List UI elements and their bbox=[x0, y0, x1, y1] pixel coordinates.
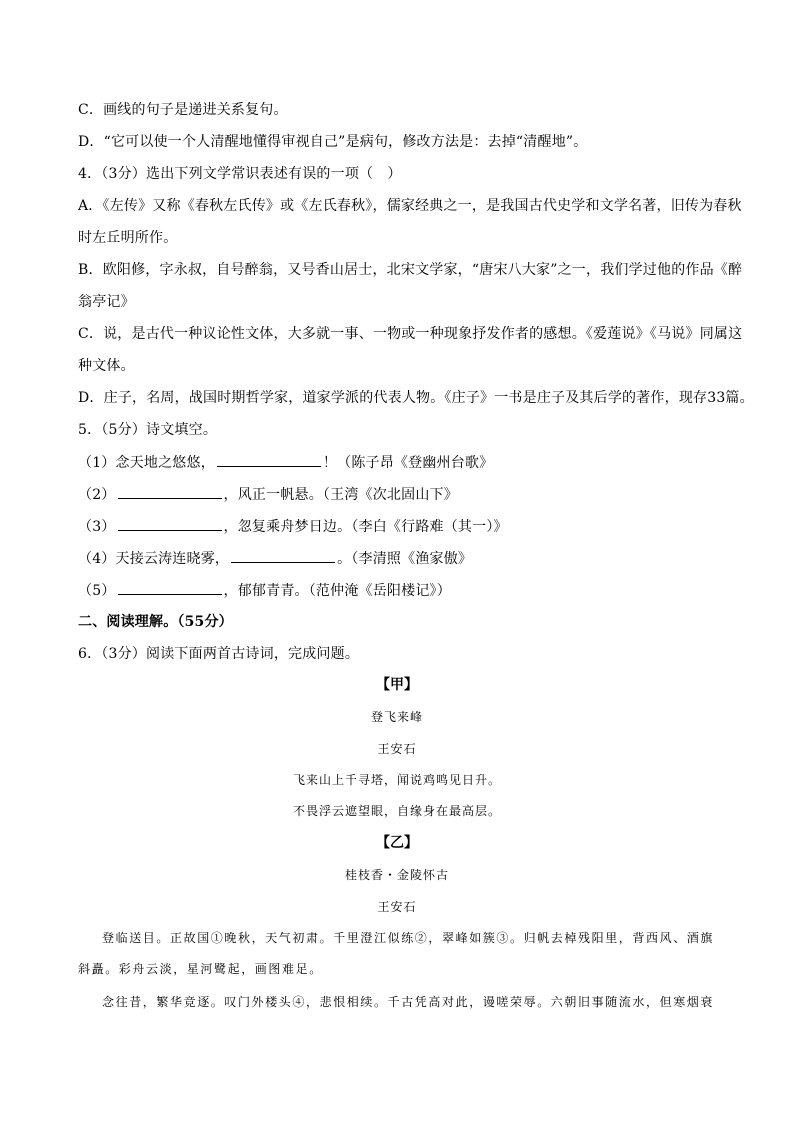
q5-item-5-blank[interactable] bbox=[118, 580, 222, 595]
q4-option-c-line1: C．说，是古代一种议论性文体，大多就一事、一物或一种现象抒发作者的感想。《爱莲说》《马说》同属这 bbox=[78, 326, 743, 342]
q5-item-2 bbox=[78, 484, 458, 505]
q5-item-4-blank[interactable] bbox=[231, 548, 335, 563]
poem-jia-tag: 【甲】 bbox=[376, 677, 418, 693]
q5-item-1 bbox=[78, 452, 493, 473]
poem-yi-para-1-line-1: 登临送目。正故国①晚秋，天气初肃。千里澄江似练②，翠峰如簇③。归帆去棹残阳里，背西风、酒旗 bbox=[102, 931, 715, 945]
q5-item-4-post: 。（李清照《渔家傲》 bbox=[337, 551, 473, 567]
q5-item-3 bbox=[78, 516, 508, 537]
q5-item-3-blank[interactable] bbox=[118, 516, 222, 531]
q5-item-3-pre: （3） bbox=[78, 519, 116, 535]
poem-yi-para-1-line-2: 斜矗。彩舟云淡，星河鹭起，画图难足。 bbox=[78, 962, 323, 976]
q3-option-c: C．画线的句子是递进关系复句。 bbox=[78, 102, 288, 118]
poem-yi-para-2-line-1: 念往昔，繁华竞逐。叹门外楼头④，悲恨相续。千古凭高对此，谩嗟荣辱。六朝旧事随流水，但寒烟衰 bbox=[102, 995, 715, 1009]
poem-jia-line-2: 不畏浮云遮望眼，自缘身在最高层。 bbox=[292, 804, 501, 818]
q5-item-1-blank[interactable] bbox=[217, 452, 321, 467]
q3-option-d: D．“它可以使一个人清醒地懂得审视自己”是病句，修改方法是：去掉“清醒地”。 bbox=[78, 134, 588, 150]
poem-yi-author: 王安石 bbox=[377, 900, 417, 914]
q5-item-1-post: ！（陈子昂《登幽州台歌》 bbox=[322, 455, 494, 471]
poem-yi-title: 桂枝香・金陵怀古 bbox=[344, 868, 449, 882]
q5-item-2-post: ，风正一帆悬。（王湾《次北固山下》 bbox=[223, 487, 458, 503]
poem-yi-tag: 【乙】 bbox=[376, 835, 418, 851]
q4-option-d: D．庄子，名周，战国时期哲学家，道家学派的代表人物。《庄子》一书是庄子及其后学的著作，现存33篇。 bbox=[78, 390, 754, 406]
q5-stem: 5．（5分）诗文填空。 bbox=[78, 422, 218, 438]
q5-item-4 bbox=[78, 548, 472, 569]
poem-jia-line-1: 飞来山上千寻塔，闻说鸡鸣见日升。 bbox=[292, 773, 501, 787]
q5-item-5-pre: （5） bbox=[78, 583, 116, 599]
q6-stem: 6．（3分）阅读下面两首古诗词，完成问题。 bbox=[78, 646, 360, 662]
q4-option-a-line1: A．《左传》又称《春秋左氏传》或《左氏春秋》，儒家经典之一，是我国古代史学和文学名著，旧传为春秋 bbox=[78, 198, 742, 214]
q4-option-a-line2: 时左丘明所作。 bbox=[78, 230, 178, 246]
q5-item-5-post: ，郁郁青青。（范仲淹《岳阳楼记》） bbox=[223, 583, 451, 599]
section-2-heading: 二、阅读理解。（55分） bbox=[78, 614, 233, 630]
q4-option-b-line1: B．欧阳修，字永叔，自号醉翁，又号香山居士，北宋文学家，“唐宋八大家”之一，我们学过他的作品《醉 bbox=[78, 262, 743, 278]
poem-jia-author: 王安石 bbox=[377, 742, 417, 756]
q5-item-4-pre: （4）天接云涛连晓雾， bbox=[78, 551, 230, 567]
q5-item-1-pre: （1）念天地之悠悠， bbox=[78, 455, 215, 471]
q5-item-2-pre: （2） bbox=[78, 487, 116, 503]
q4-option-b-line2: 翁亭记》 bbox=[78, 294, 135, 310]
q4-option-c-line2: 种文体。 bbox=[78, 358, 135, 374]
poem-jia-title: 登飞来峰 bbox=[370, 710, 423, 724]
q5-item-3-post: ，忽复乘舟梦日边。（李白《行路难（其一）》 bbox=[223, 519, 508, 535]
q5-item-2-blank[interactable] bbox=[118, 484, 222, 499]
q4-stem: 4．（3分）选出下列文学常识表述有误的一项（ ） bbox=[78, 166, 402, 182]
q5-item-5 bbox=[78, 580, 451, 601]
